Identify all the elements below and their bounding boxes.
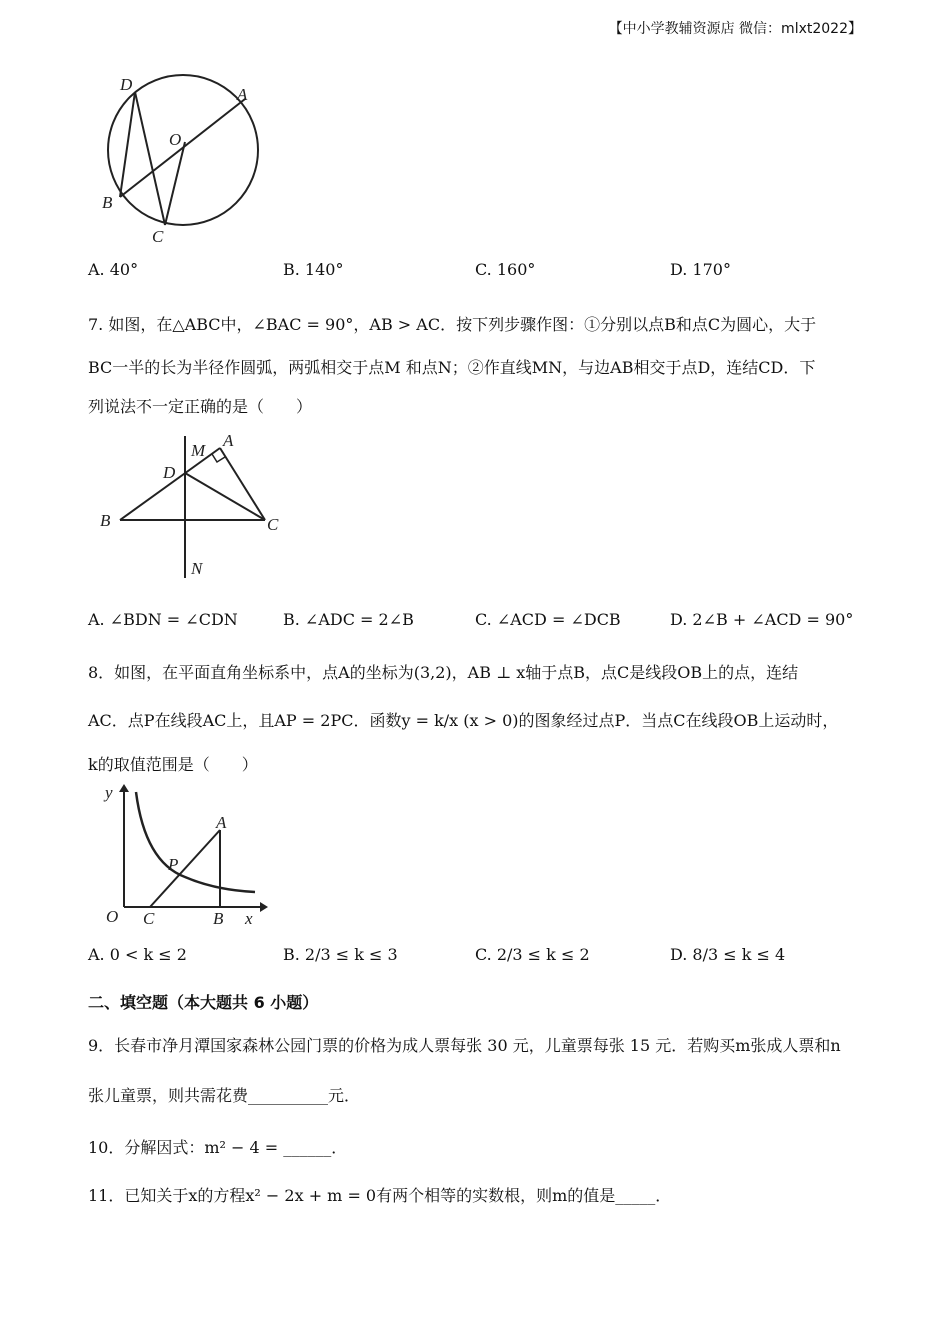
q7-line-2: BC一半的长为半径作圆弧，两弧相交于点M 和点N；②作直线MN，与边AB相交于点D，连结CD．下 (88, 358, 816, 377)
q6-option-c[interactable]: C. 160° (475, 260, 536, 279)
q6-option-a[interactable]: A. 40° (88, 260, 139, 279)
label-C: C (267, 515, 279, 534)
triangle-figure (95, 428, 295, 583)
label-A: A (223, 431, 234, 450)
q8-option-d[interactable]: D. 8/3 ≤ k ≤ 4 (670, 945, 786, 964)
label-M: M (191, 441, 206, 460)
circle-figure (95, 72, 275, 247)
page-header: 【中小学教辅资源店 微信：mlxt2022】 (608, 21, 862, 37)
q7-option-b[interactable]: B. ∠ADC = 2∠B (283, 610, 414, 629)
q8-line-1: 8．如图，在平面直角坐标系中，点A的坐标为(3,2)，AB ⊥ x轴于点B，点C是线段OB上的点，连结 (88, 663, 799, 682)
label-N: N (191, 559, 203, 578)
q7-option-a[interactable]: A. ∠BDN = ∠CDN (88, 610, 238, 629)
q6-option-b[interactable]: B. 140° (283, 260, 344, 279)
section-heading: 二、填空题（本大题共 6 小题） (88, 993, 319, 1012)
q7-line-3: 列说法不一定正确的是（ ） (88, 397, 313, 416)
label-x: x (245, 909, 253, 927)
label-y: y (105, 783, 113, 802)
q9-line-2: 张儿童票，则共需花费__________元． (88, 1086, 361, 1105)
q8-option-b[interactable]: B. 2/3 ≤ k ≤ 3 (283, 945, 398, 964)
label-D: D (163, 463, 176, 482)
label-D: D (120, 75, 133, 94)
q10-text: 10．分解因式：m² − 4 = ______． (88, 1138, 348, 1157)
q8-line-3: k的取值范围是（ ） (88, 755, 258, 774)
q8-option-c[interactable]: C. 2/3 ≤ k ≤ 2 (475, 945, 590, 964)
label-C: C (143, 909, 155, 927)
label-A: A (237, 85, 248, 104)
q11-text: 11．已知关于x的方程x² − 2x + m = 0有两个相等的实数根，则m的值是_____． (88, 1186, 672, 1205)
label-P: P (168, 855, 179, 874)
label-A: A (216, 813, 227, 832)
label-B: B (102, 193, 113, 212)
label-O: O (106, 907, 119, 926)
coordinate-figure (100, 782, 270, 927)
label-C: C (152, 227, 164, 246)
label-B: B (213, 909, 224, 927)
q7-option-d[interactable]: D. 2∠B + ∠ACD = 90° (670, 610, 854, 629)
q6-option-d[interactable]: D. 170° (670, 260, 731, 279)
q8-line-2: AC．点P在线段AC上，且AP = 2PC．函数y = k/x (x > 0)的图象经过点P．当点C在线段OB上运动时， (88, 711, 839, 730)
q9-line-1: 9．长春市净月潭国家森林公园门票的价格为成人票每张 30 元，儿童票每张 15 元．若购买m张成人票和n (88, 1036, 841, 1055)
q7-line-1: 7. 如图，在△ABC中，∠BAC = 90°，AB > AC．按下列步骤作图：①分别以点B和点C为圆心，大于 (88, 315, 817, 334)
q7-option-c[interactable]: C. ∠ACD = ∠DCB (475, 610, 621, 629)
label-B: B (100, 511, 111, 530)
q8-option-a[interactable]: A. 0 < k ≤ 2 (88, 945, 187, 964)
label-O: O (169, 130, 182, 149)
